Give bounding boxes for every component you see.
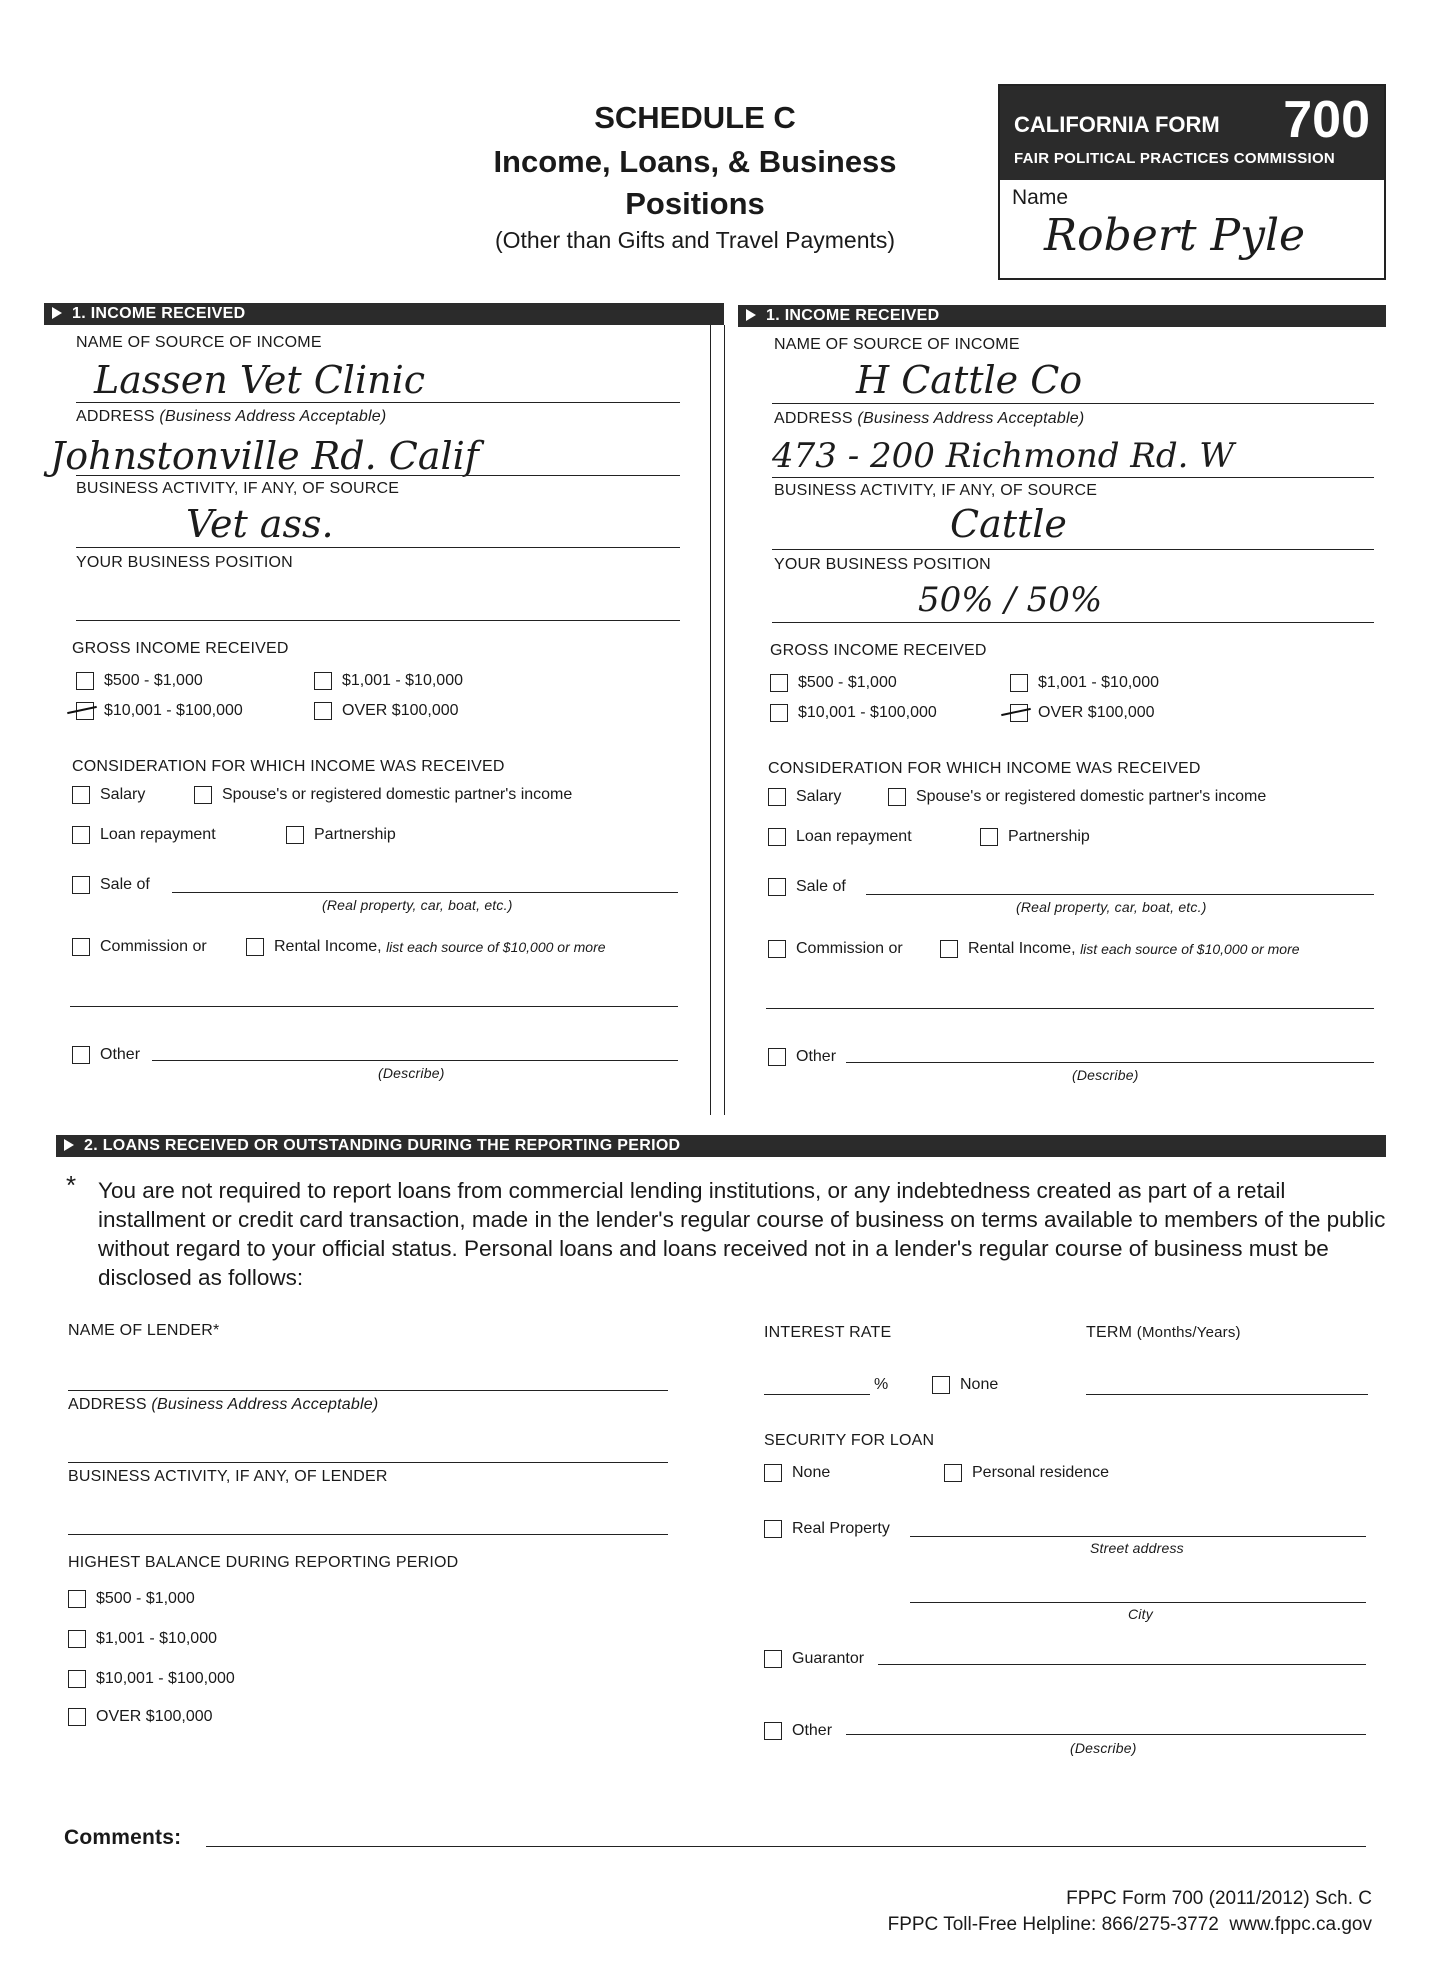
checkbox[interactable] <box>764 1650 782 1668</box>
form-title-line1: Income, Loans, & Business <box>493 144 897 179</box>
checkbox[interactable] <box>68 1708 86 1726</box>
checkbox[interactable] <box>764 1464 782 1482</box>
security-other[interactable]: Other <box>764 1722 832 1740</box>
checkbox[interactable] <box>72 938 90 956</box>
street-line[interactable] <box>910 1536 1366 1537</box>
checkbox[interactable] <box>194 786 212 804</box>
right-other-line <box>846 1062 1374 1063</box>
lender-line[interactable] <box>68 1390 668 1391</box>
security-residence[interactable]: Personal residence <box>944 1464 1109 1482</box>
right-gross-label: GROSS INCOME RECEIVED <box>770 642 987 659</box>
loans-title: 2. LOANS RECEIVED OR OUTSTANDING DURING THE REPORTING PERIOD <box>84 1137 681 1154</box>
income-right-header <box>738 305 1386 327</box>
commission-label: FAIR POLITICAL PRACTICES COMMISSION <box>1014 150 1336 167</box>
lender-activity-line[interactable] <box>68 1534 668 1535</box>
left-gross-10001[interactable]: $10,001 - $100,000 <box>76 702 243 720</box>
left-partnership[interactable]: Partnership <box>286 826 396 844</box>
balance-label: HIGHEST BALANCE DURING REPORTING PERIOD <box>68 1554 459 1571</box>
security-other-line[interactable] <box>846 1734 1366 1735</box>
right-sale[interactable]: Sale of <box>768 878 846 896</box>
right-sale-hint: (Real property, car, boat, etc.) <box>1016 899 1207 915</box>
right-gross-over[interactable]: OVER $100,000 <box>1010 704 1155 722</box>
footer-form-id: FPPC Form 700 (2011/2012) Sch. C <box>1066 1888 1372 1909</box>
left-position-label: YOUR BUSINESS POSITION <box>76 554 293 571</box>
right-sale-line <box>866 894 1374 895</box>
right-activity-value[interactable]: Cattle <box>950 502 1067 546</box>
left-address-label: ADDRESS (Business Address Acceptable) <box>76 408 387 425</box>
left-gross-label: GROSS INCOME RECEIVED <box>72 640 289 657</box>
right-loan[interactable]: Loan repayment <box>768 828 912 846</box>
left-position-line <box>76 620 680 621</box>
checkbox[interactable] <box>72 786 90 804</box>
checkbox[interactable] <box>768 788 786 806</box>
checkbox[interactable] <box>768 940 786 958</box>
balance-10001[interactable]: $10,001 - $100,000 <box>68 1670 235 1688</box>
right-consideration-label: CONSIDERATION FOR WHICH INCOME WAS RECEIVED <box>768 760 1201 777</box>
schedule-label: SCHEDULE C <box>594 100 796 135</box>
checkbox[interactable] <box>944 1464 962 1482</box>
left-sale-line <box>172 892 678 893</box>
right-describe-hint: (Describe) <box>1072 1067 1139 1083</box>
interest-label: INTEREST RATE <box>764 1324 892 1341</box>
checkbox[interactable] <box>932 1376 950 1394</box>
security-real-property[interactable]: Real Property <box>764 1520 890 1538</box>
footer-helpline: FPPC Toll-Free Helpline: 866/275-3772 www.fppc.ca.gov <box>887 1914 1372 1935</box>
checkbox[interactable] <box>770 704 788 722</box>
right-rental-line <box>766 1008 1374 1009</box>
checkbox[interactable] <box>764 1722 782 1740</box>
checkbox-checked[interactable] <box>76 702 94 720</box>
left-loan[interactable]: Loan repayment <box>72 826 216 844</box>
form-id-box <box>998 84 1386 280</box>
left-commission[interactable]: Commission or <box>72 938 207 956</box>
checkbox[interactable] <box>72 1046 90 1064</box>
security-guarantor[interactable]: Guarantor <box>764 1650 864 1668</box>
left-gross-500[interactable]: $500 - $1,000 <box>76 672 203 690</box>
left-other[interactable]: Other <box>72 1046 140 1064</box>
right-salary[interactable]: Salary <box>768 788 841 806</box>
name-value: Robert Pyle <box>1044 210 1306 261</box>
right-rental[interactable]: Rental Income, list each source of $10,000 or more <box>940 940 1300 958</box>
checkbox[interactable] <box>76 672 94 690</box>
loans-header <box>56 1135 1386 1157</box>
guarantor-line[interactable] <box>878 1664 1366 1665</box>
checkbox[interactable] <box>72 876 90 894</box>
percent-sign: % <box>874 1376 889 1393</box>
checkbox[interactable] <box>764 1520 782 1538</box>
lender-address-line[interactable] <box>68 1462 668 1463</box>
right-partnership[interactable]: Partnership <box>980 828 1090 846</box>
arrow-icon <box>64 1139 74 1151</box>
right-source-label: NAME OF SOURCE OF INCOME <box>774 336 1020 353</box>
right-commission[interactable]: Commission or <box>768 940 903 958</box>
column-divider <box>710 325 711 1115</box>
form-title-line2: Positions <box>625 186 765 221</box>
arrow-icon <box>746 309 756 321</box>
security-none[interactable]: None <box>764 1464 830 1482</box>
form-label: CALIFORNIA FORM <box>1014 112 1220 137</box>
checkbox[interactable] <box>68 1670 86 1688</box>
lender-address-label: ADDRESS (Business Address Acceptable) <box>68 1396 379 1413</box>
city-hint: City <box>1128 1606 1153 1622</box>
security-describe-hint: (Describe) <box>1070 1740 1137 1756</box>
checkbox[interactable] <box>768 828 786 846</box>
lender-label: NAME OF LENDER* <box>68 1322 220 1339</box>
right-source-line <box>772 403 1374 404</box>
checkbox[interactable] <box>286 826 304 844</box>
comments-line[interactable] <box>206 1846 1366 1847</box>
street-hint: Street address <box>1090 1540 1184 1556</box>
lender-activity-label: BUSINESS ACTIVITY, IF ANY, OF LENDER <box>68 1468 388 1485</box>
checkbox[interactable] <box>768 1048 786 1066</box>
security-label: SECURITY FOR LOAN <box>764 1432 935 1449</box>
right-gross-10001[interactable]: $10,001 - $100,000 <box>770 704 937 722</box>
notice-asterisk: * <box>66 1170 77 1200</box>
left-source-line <box>76 402 680 403</box>
city-line[interactable] <box>910 1602 1366 1603</box>
right-activity-line <box>772 549 1374 550</box>
checkbox-checked[interactable] <box>1010 704 1028 722</box>
left-describe-hint: (Describe) <box>378 1065 445 1081</box>
checkbox[interactable] <box>940 940 958 958</box>
checkbox[interactable] <box>768 878 786 896</box>
checkbox[interactable] <box>770 674 788 692</box>
form-subtitle: (Other than Gifts and Travel Payments) <box>494 227 896 253</box>
right-address-line <box>772 477 1374 478</box>
balance-over[interactable]: OVER $100,000 <box>68 1708 213 1726</box>
income-right-title: 1. INCOME RECEIVED <box>766 307 940 324</box>
left-rental[interactable]: Rental Income, list each source of $10,000 or more <box>246 938 606 956</box>
left-consideration-label: CONSIDERATION FOR WHICH INCOME WAS RECEIVED <box>72 758 505 775</box>
checkbox[interactable] <box>314 672 332 690</box>
left-sale[interactable]: Sale of <box>72 876 150 894</box>
right-spouse[interactable]: Spouse's or registered domestic partner's income <box>888 788 1266 806</box>
right-position-value[interactable]: 50% / 50% <box>918 580 1103 620</box>
checkbox[interactable] <box>246 938 264 956</box>
left-source-value[interactable]: Lassen Vet Clinic <box>94 358 426 402</box>
income-left-header <box>44 303 724 325</box>
balance-1001[interactable]: $1,001 - $10,000 <box>68 1630 217 1648</box>
checkbox[interactable] <box>72 826 90 844</box>
left-address-line <box>76 475 680 476</box>
left-rental-line <box>70 1006 678 1007</box>
left-gross-over[interactable]: OVER $100,000 <box>314 702 459 720</box>
column-divider-2 <box>724 325 725 1115</box>
left-activity-line <box>76 547 680 548</box>
checkbox[interactable] <box>68 1590 86 1608</box>
right-address-label: ADDRESS (Business Address Acceptable) <box>774 410 1085 427</box>
loan-notice: You are not required to report loans from commercial lending institutions, or any indebtedness created as part of a retail installment or credit card transaction, made in the lender's regular course of business on terms available to members of the public without regard to your official status. Personal loans and loans received not in a lender's regular course of business must be disclosed as follows: <box>98 1178 1386 1290</box>
checkbox[interactable] <box>314 702 332 720</box>
name-label: Name <box>1012 186 1069 209</box>
left-sale-hint: (Real property, car, boat, etc.) <box>322 897 513 913</box>
term-line[interactable] <box>1086 1394 1368 1395</box>
interest-none[interactable]: None <box>932 1376 998 1394</box>
checkbox[interactable] <box>1010 674 1028 692</box>
left-spouse[interactable]: Spouse's or registered domestic partner's income <box>194 786 572 804</box>
right-position-label: YOUR BUSINESS POSITION <box>774 556 991 573</box>
term-label: TERM (Months/Years) <box>1086 1324 1241 1341</box>
left-gross-1001[interactable]: $1,001 - $10,000 <box>314 672 463 690</box>
right-position-line <box>772 622 1374 623</box>
income-left-title: 1. INCOME RECEIVED <box>72 305 246 322</box>
checkbox[interactable] <box>68 1630 86 1648</box>
right-source-value[interactable]: H Cattle Co <box>856 358 1083 402</box>
left-address-value[interactable]: Johnstonville Rd. Calif <box>50 434 479 478</box>
arrow-icon <box>52 307 62 319</box>
left-source-label: NAME OF SOURCE OF INCOME <box>76 334 322 351</box>
right-address-value[interactable]: 473 - 200 Richmond Rd. W <box>772 436 1235 476</box>
left-other-line <box>152 1060 678 1061</box>
interest-line[interactable] <box>764 1394 870 1395</box>
form-number: 700 <box>1283 91 1370 149</box>
left-activity-value[interactable]: Vet ass. <box>186 502 334 546</box>
form-id-header <box>1000 86 1384 180</box>
checkbox[interactable] <box>888 788 906 806</box>
checkbox[interactable] <box>980 828 998 846</box>
balance-500[interactable]: $500 - $1,000 <box>68 1590 195 1608</box>
left-activity-label: BUSINESS ACTIVITY, IF ANY, OF SOURCE <box>76 480 400 497</box>
right-gross-1001[interactable]: $1,001 - $10,000 <box>1010 674 1159 692</box>
right-other[interactable]: Other <box>768 1048 836 1066</box>
right-activity-label: BUSINESS ACTIVITY, IF ANY, OF SOURCE <box>774 482 1098 499</box>
comments-label: Comments: <box>64 1826 182 1849</box>
right-gross-500[interactable]: $500 - $1,000 <box>770 674 897 692</box>
left-salary[interactable]: Salary <box>72 786 145 804</box>
